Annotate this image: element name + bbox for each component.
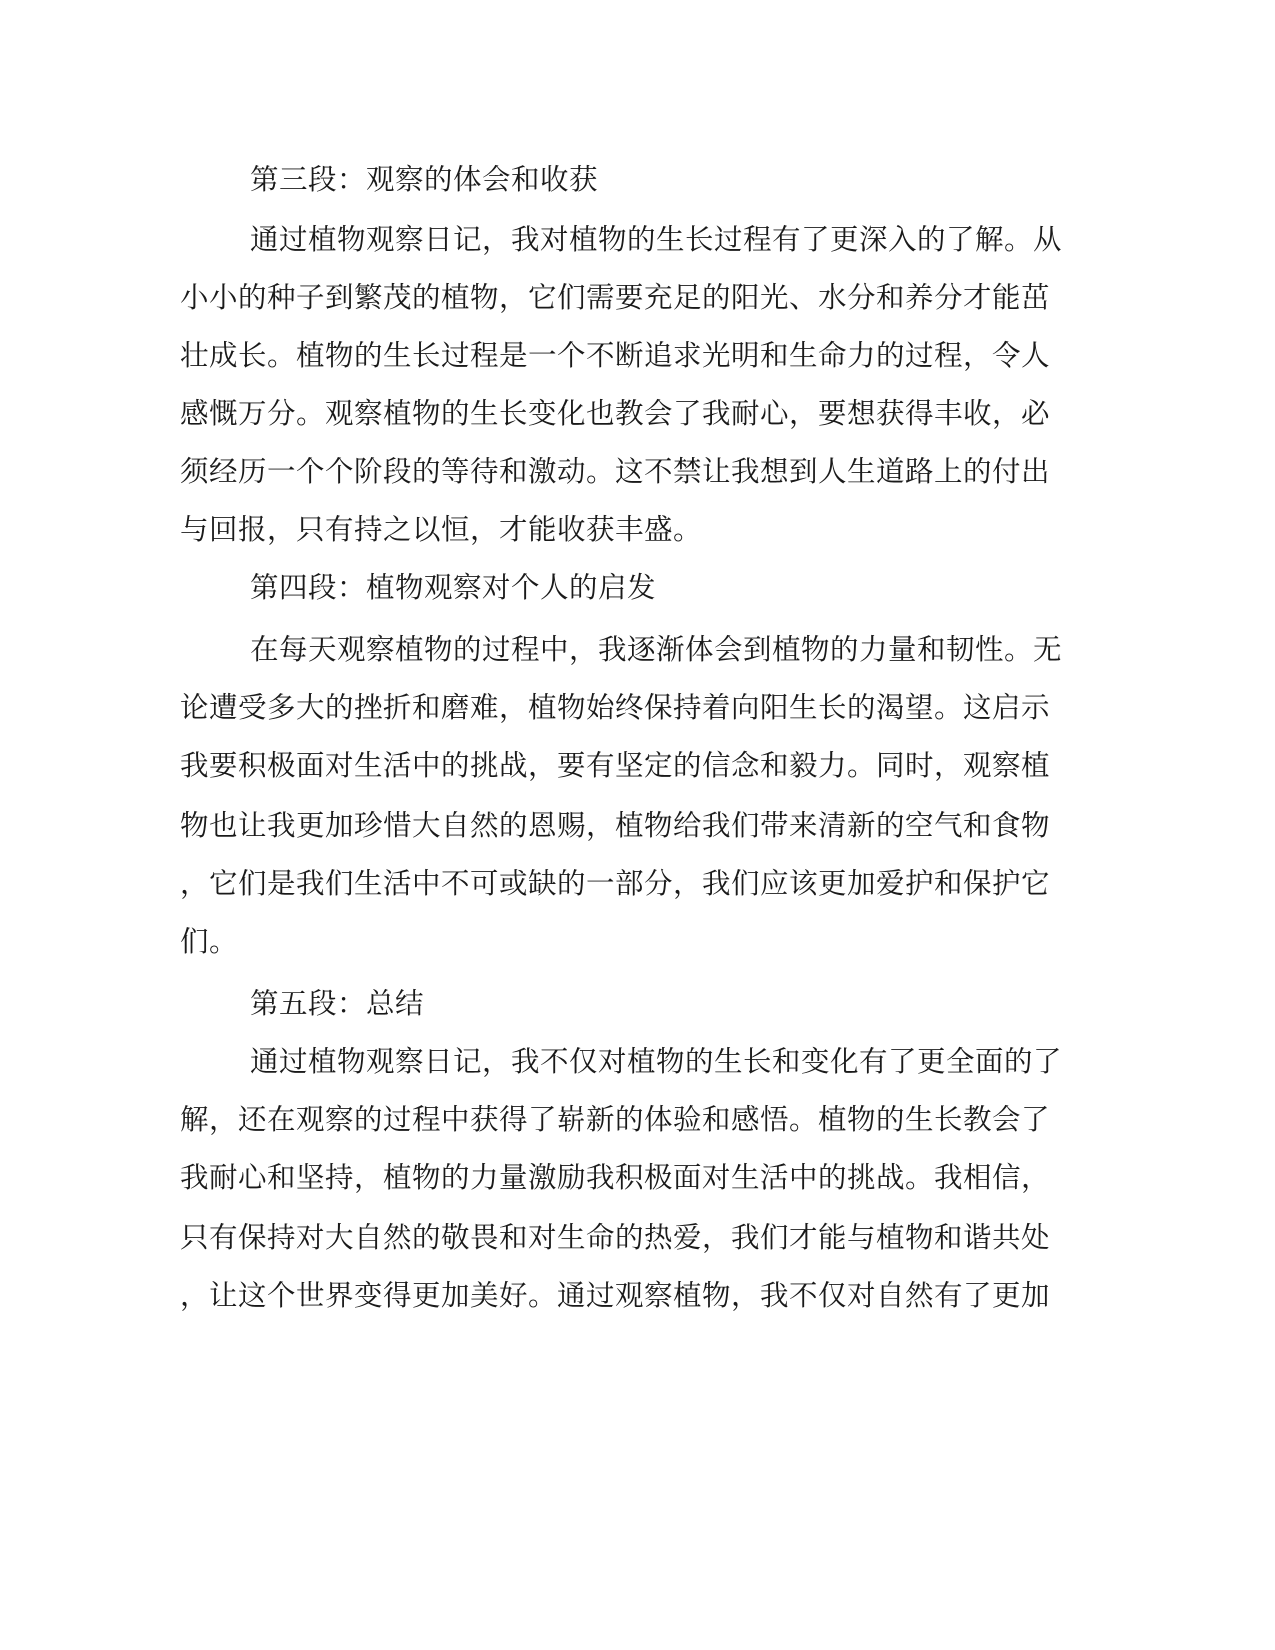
paragraph-line: 在每天观察植物的过程中，我逐渐体会到植物的力量和韧性。无 xyxy=(250,633,1063,666)
paragraph-line: 我耐心和坚持，植物的力量激励我积极面对生活中的挑战。我相信， xyxy=(180,1161,1051,1194)
paragraph-line: 只有保持对大自然的敬畏和对生命的热爱，我们才能与植物和谐共处 xyxy=(180,1221,1051,1254)
paragraph-line: 通过植物观察日记，我不仅对植物的生长和变化有了更全面的了 xyxy=(250,1045,1063,1078)
paragraph-line: 通过植物观察日记，我对植物的生长过程有了更深入的了解。从 xyxy=(250,223,1063,256)
section-heading-3: 第三段：观察的体会和收获 xyxy=(250,163,599,196)
paragraph-line: 论遭受多大的挫折和磨难，植物始终保持着向阳生长的渴望。这启示 xyxy=(180,691,1051,724)
paragraph-line: ，它们是我们生活中不可或缺的一部分，我们应该更加爱护和保护它 xyxy=(180,867,1051,900)
paragraph-line: 须经历一个个阶段的等待和激动。这不禁让我想到人生道路上的付出 xyxy=(180,455,1051,488)
paragraph-line: 物也让我更加珍惜大自然的恩赐，植物给我们带来清新的空气和食物 xyxy=(180,809,1051,842)
paragraph-line: ，让这个世界变得更加美好。通过观察植物，我不仅对自然有了更加 xyxy=(180,1279,1051,1312)
paragraph-line: 小小的种子到繁茂的植物，它们需要充足的阳光、水分和养分才能茁 xyxy=(180,281,1051,314)
section-heading-4: 第四段：植物观察对个人的启发 xyxy=(250,571,657,604)
section-heading-5: 第五段：总结 xyxy=(250,987,425,1020)
paragraph-line: 解，还在观察的过程中获得了崭新的体验和感悟。植物的生长教会了 xyxy=(180,1103,1051,1136)
paragraph-line: 与回报，只有持之以恒，才能收获丰盛。 xyxy=(180,513,703,546)
paragraph-line: 我要积极面对生活中的挑战，要有坚定的信念和毅力。同时，观察植 xyxy=(180,749,1051,782)
paragraph-line: 感慨万分。观察植物的生长变化也教会了我耐心，要想获得丰收，必 xyxy=(180,397,1051,430)
paragraph-line: 们。 xyxy=(180,925,239,958)
paragraph-line: 壮成长。植物的生长过程是一个不断追求光明和生命力的过程，令人 xyxy=(180,339,1051,372)
